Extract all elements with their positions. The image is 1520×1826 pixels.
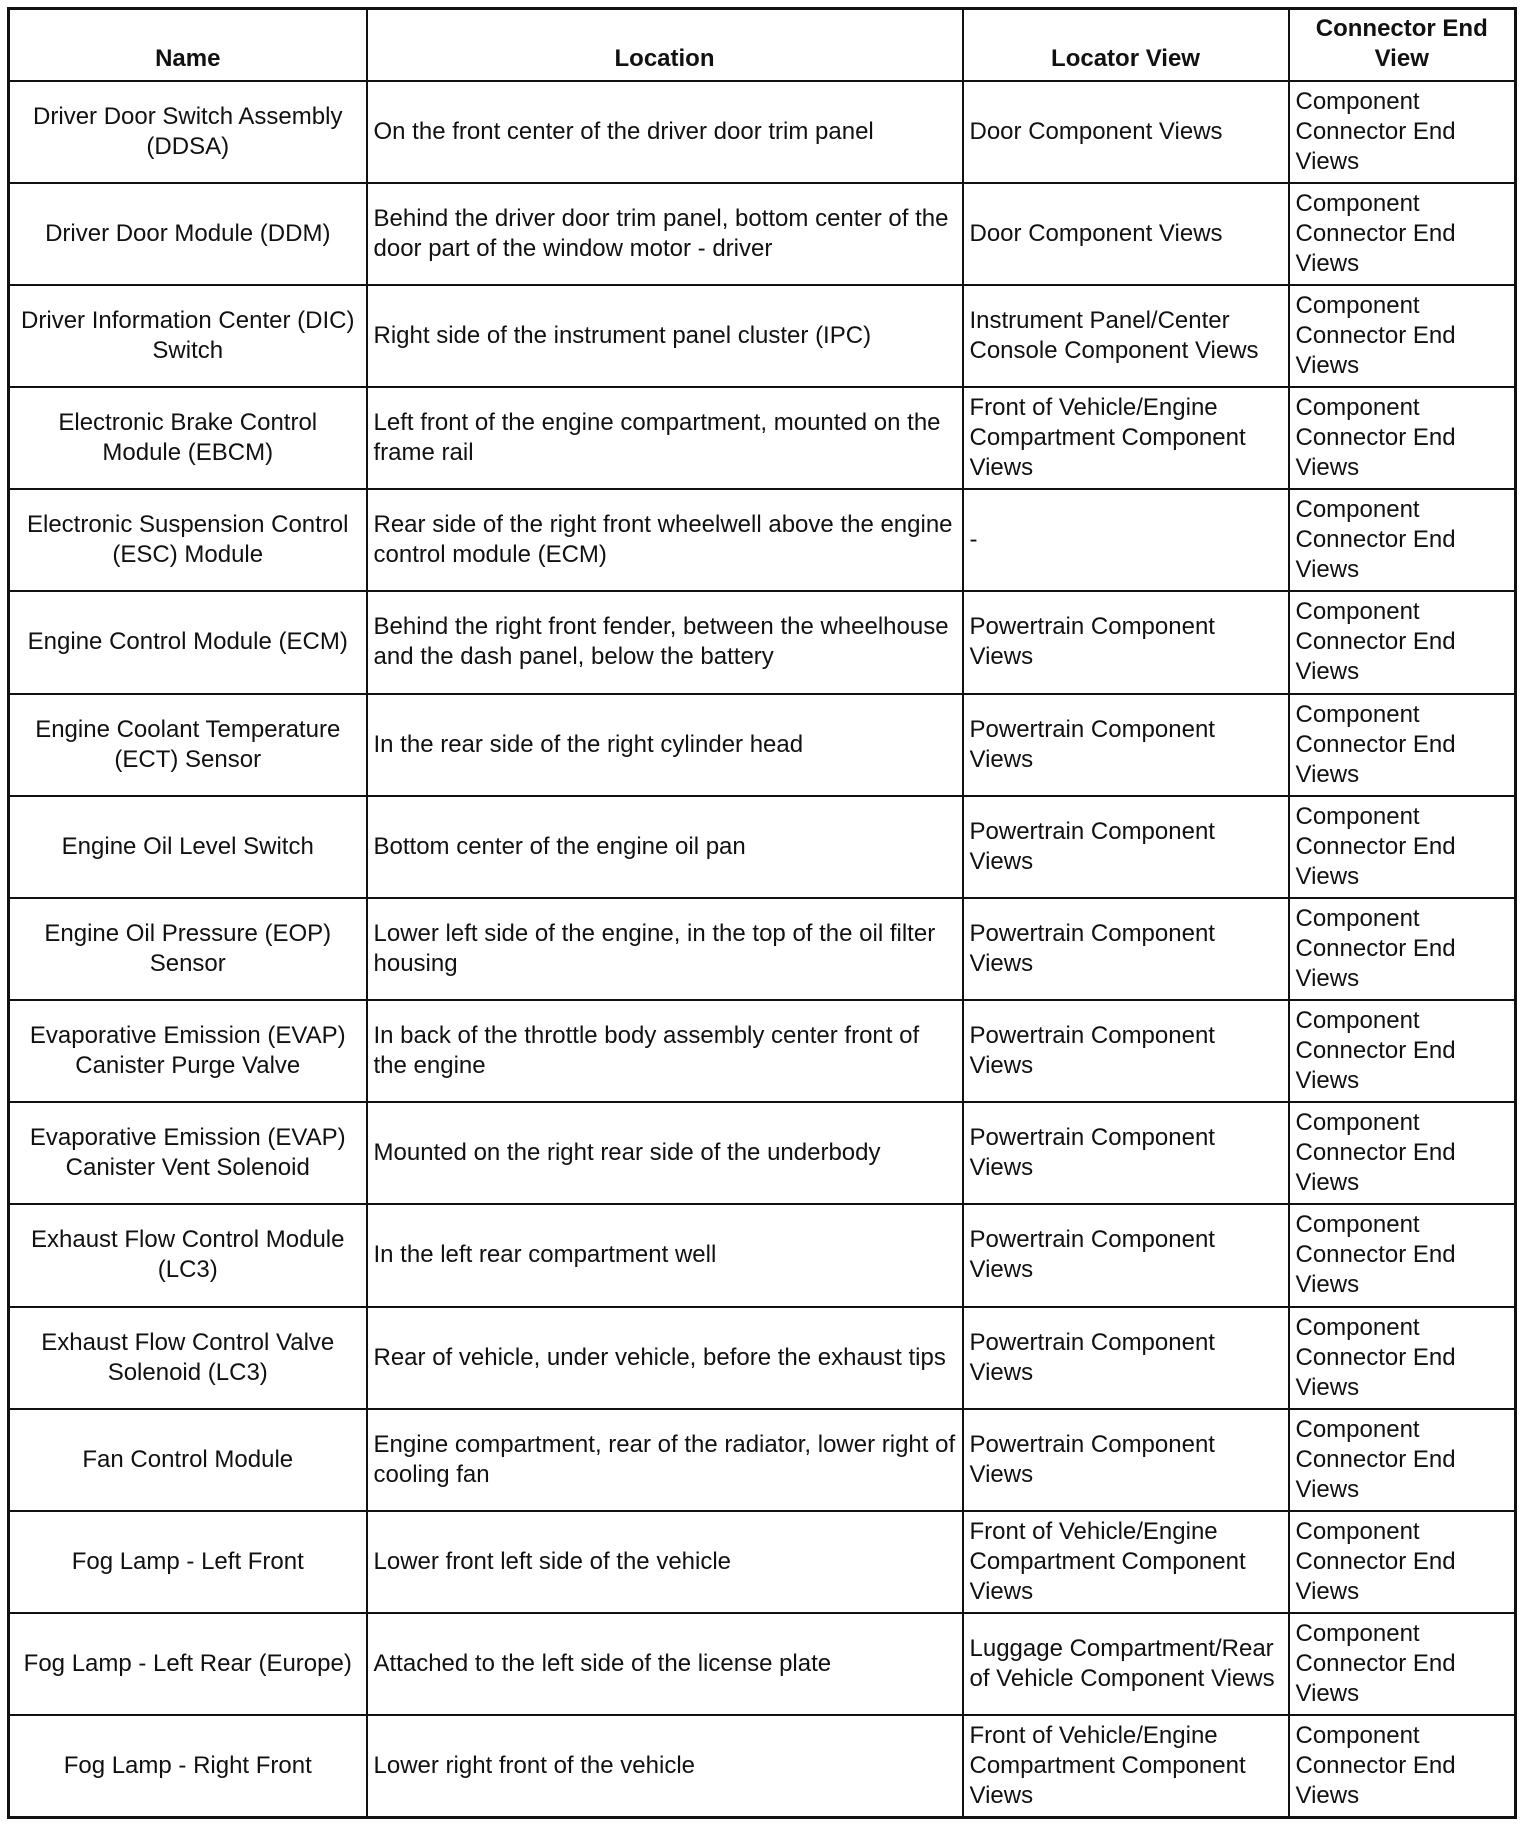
table-row: [9, 1511, 1516, 1613]
name-cell: Exhaust Flow Control Module (LC3): [9, 1204, 367, 1306]
location-cell: Mounted on the right rear side of the underbody: [367, 1102, 963, 1204]
name-cell: Engine Control Module (ECM): [9, 591, 367, 693]
location-cell: Lower front left side of the vehicle: [367, 1511, 963, 1613]
name-cell: Evaporative Emission (EVAP) Canister Purge Valve: [9, 1000, 367, 1102]
name-cell: Engine Oil Pressure (EOP) Sensor: [9, 898, 367, 1000]
locator-view-cell: -: [963, 489, 1289, 591]
connector-end-view-cell: Component Connector End Views: [1289, 1715, 1516, 1817]
locator-view-cell: Instrument Panel/Center Console Component Views: [963, 285, 1289, 387]
locator-view-cell: Front of Vehicle/Engine Compartment Component Views: [963, 1511, 1289, 1613]
table-row: [9, 1409, 1516, 1511]
connector-end-view-cell: Component Connector End Views: [1289, 489, 1516, 591]
name-cell: Driver Door Module (DDM): [9, 183, 367, 285]
location-cell: In the left rear compartment well: [367, 1204, 963, 1306]
location-cell: Engine compartment, rear of the radiator, lower right of cooling fan: [367, 1409, 963, 1511]
column-header-name: Name: [9, 9, 367, 81]
column-header-locator-view: Locator View: [963, 9, 1289, 81]
locator-view-cell: Powertrain Component Views: [963, 591, 1289, 693]
locator-view-cell: Luggage Compartment/Rear of Vehicle Component Views: [963, 1613, 1289, 1715]
table-row: [9, 694, 1516, 796]
connector-end-view-cell: Component Connector End Views: [1289, 1204, 1516, 1306]
table-row: [9, 285, 1516, 387]
table-header-row: [9, 9, 1516, 81]
table-row: [9, 81, 1516, 183]
location-cell: In the rear side of the right cylinder head: [367, 694, 963, 796]
table-row: [9, 1613, 1516, 1715]
name-cell: Fog Lamp - Left Rear (Europe): [9, 1613, 367, 1715]
table-row: [9, 796, 1516, 898]
name-cell: Electronic Suspension Control (ESC) Module: [9, 489, 367, 591]
locator-view-cell: Door Component Views: [963, 81, 1289, 183]
connector-end-view-cell: Component Connector End Views: [1289, 898, 1516, 1000]
location-cell: Bottom center of the engine oil pan: [367, 796, 963, 898]
name-cell: Exhaust Flow Control Valve Solenoid (LC3): [9, 1307, 367, 1409]
component-locator-table: [7, 7, 1517, 1819]
connector-end-view-cell: Component Connector End Views: [1289, 285, 1516, 387]
location-cell: Left front of the engine compartment, mounted on the frame rail: [367, 387, 963, 489]
locator-view-cell: Powertrain Component Views: [963, 1409, 1289, 1511]
table-row: [9, 489, 1516, 591]
name-cell: Driver Door Switch Assembly (DDSA): [9, 81, 367, 183]
location-cell: Lower left side of the engine, in the top of the oil filter housing: [367, 898, 963, 1000]
connector-end-view-cell: Component Connector End Views: [1289, 183, 1516, 285]
location-cell: Right side of the instrument panel cluster (IPC): [367, 285, 963, 387]
connector-end-view-cell: Component Connector End Views: [1289, 796, 1516, 898]
locator-view-cell: Door Component Views: [963, 183, 1289, 285]
location-cell: Lower right front of the vehicle: [367, 1715, 963, 1817]
table-row: [9, 1307, 1516, 1409]
connector-end-view-cell: Component Connector End Views: [1289, 591, 1516, 693]
connector-end-view-cell: Component Connector End Views: [1289, 1511, 1516, 1613]
locator-view-cell: Powertrain Component Views: [963, 898, 1289, 1000]
locator-view-cell: Powertrain Component Views: [963, 1102, 1289, 1204]
location-cell: Behind the right front fender, between the wheelhouse and the dash panel, below the battery: [367, 591, 963, 693]
locator-view-cell: Powertrain Component Views: [963, 1204, 1289, 1306]
table-row: [9, 183, 1516, 285]
table-row: [9, 1204, 1516, 1306]
connector-end-view-cell: Component Connector End Views: [1289, 387, 1516, 489]
table-row: [9, 1102, 1516, 1204]
locator-view-cell: Powertrain Component Views: [963, 796, 1289, 898]
connector-end-view-cell: Component Connector End Views: [1289, 1102, 1516, 1204]
table-row: [9, 1715, 1516, 1817]
locator-view-cell: Powertrain Component Views: [963, 1000, 1289, 1102]
table-row: [9, 898, 1516, 1000]
name-cell: Fog Lamp - Right Front: [9, 1715, 367, 1817]
table-row: [9, 387, 1516, 489]
location-cell: Behind the driver door trim panel, bottom center of the door part of the window motor - driver: [367, 183, 963, 285]
name-cell: Engine Coolant Temperature (ECT) Sensor: [9, 694, 367, 796]
locator-view-cell: Powertrain Component Views: [963, 694, 1289, 796]
connector-end-view-cell: Component Connector End Views: [1289, 1000, 1516, 1102]
locator-view-cell: Powertrain Component Views: [963, 1307, 1289, 1409]
name-cell: Fog Lamp - Left Front: [9, 1511, 367, 1613]
name-cell: Engine Oil Level Switch: [9, 796, 367, 898]
location-cell: Attached to the left side of the license plate: [367, 1613, 963, 1715]
connector-end-view-cell: Component Connector End Views: [1289, 1613, 1516, 1715]
locator-view-cell: Front of Vehicle/Engine Compartment Component Views: [963, 1715, 1289, 1817]
connector-end-view-cell: Component Connector End Views: [1289, 81, 1516, 183]
connector-end-view-cell: Component Connector End Views: [1289, 1409, 1516, 1511]
connector-end-view-cell: Component Connector End Views: [1289, 1307, 1516, 1409]
name-cell: Evaporative Emission (EVAP) Canister Vent Solenoid: [9, 1102, 367, 1204]
table-row: [9, 591, 1516, 693]
column-header-location: Location: [367, 9, 963, 81]
table-row: [9, 1000, 1516, 1102]
name-cell: Electronic Brake Control Module (EBCM): [9, 387, 367, 489]
location-cell: In back of the throttle body assembly center front of the engine: [367, 1000, 963, 1102]
name-cell: Driver Information Center (DIC) Switch: [9, 285, 367, 387]
location-cell: Rear side of the right front wheelwell above the engine control module (ECM): [367, 489, 963, 591]
locator-view-cell: Front of Vehicle/Engine Compartment Component Views: [963, 387, 1289, 489]
column-header-connector-end-view: Connector End View: [1289, 9, 1516, 81]
name-cell: Fan Control Module: [9, 1409, 367, 1511]
connector-end-view-cell: Component Connector End Views: [1289, 694, 1516, 796]
location-cell: Rear of vehicle, under vehicle, before the exhaust tips: [367, 1307, 963, 1409]
location-cell: On the front center of the driver door trim panel: [367, 81, 963, 183]
